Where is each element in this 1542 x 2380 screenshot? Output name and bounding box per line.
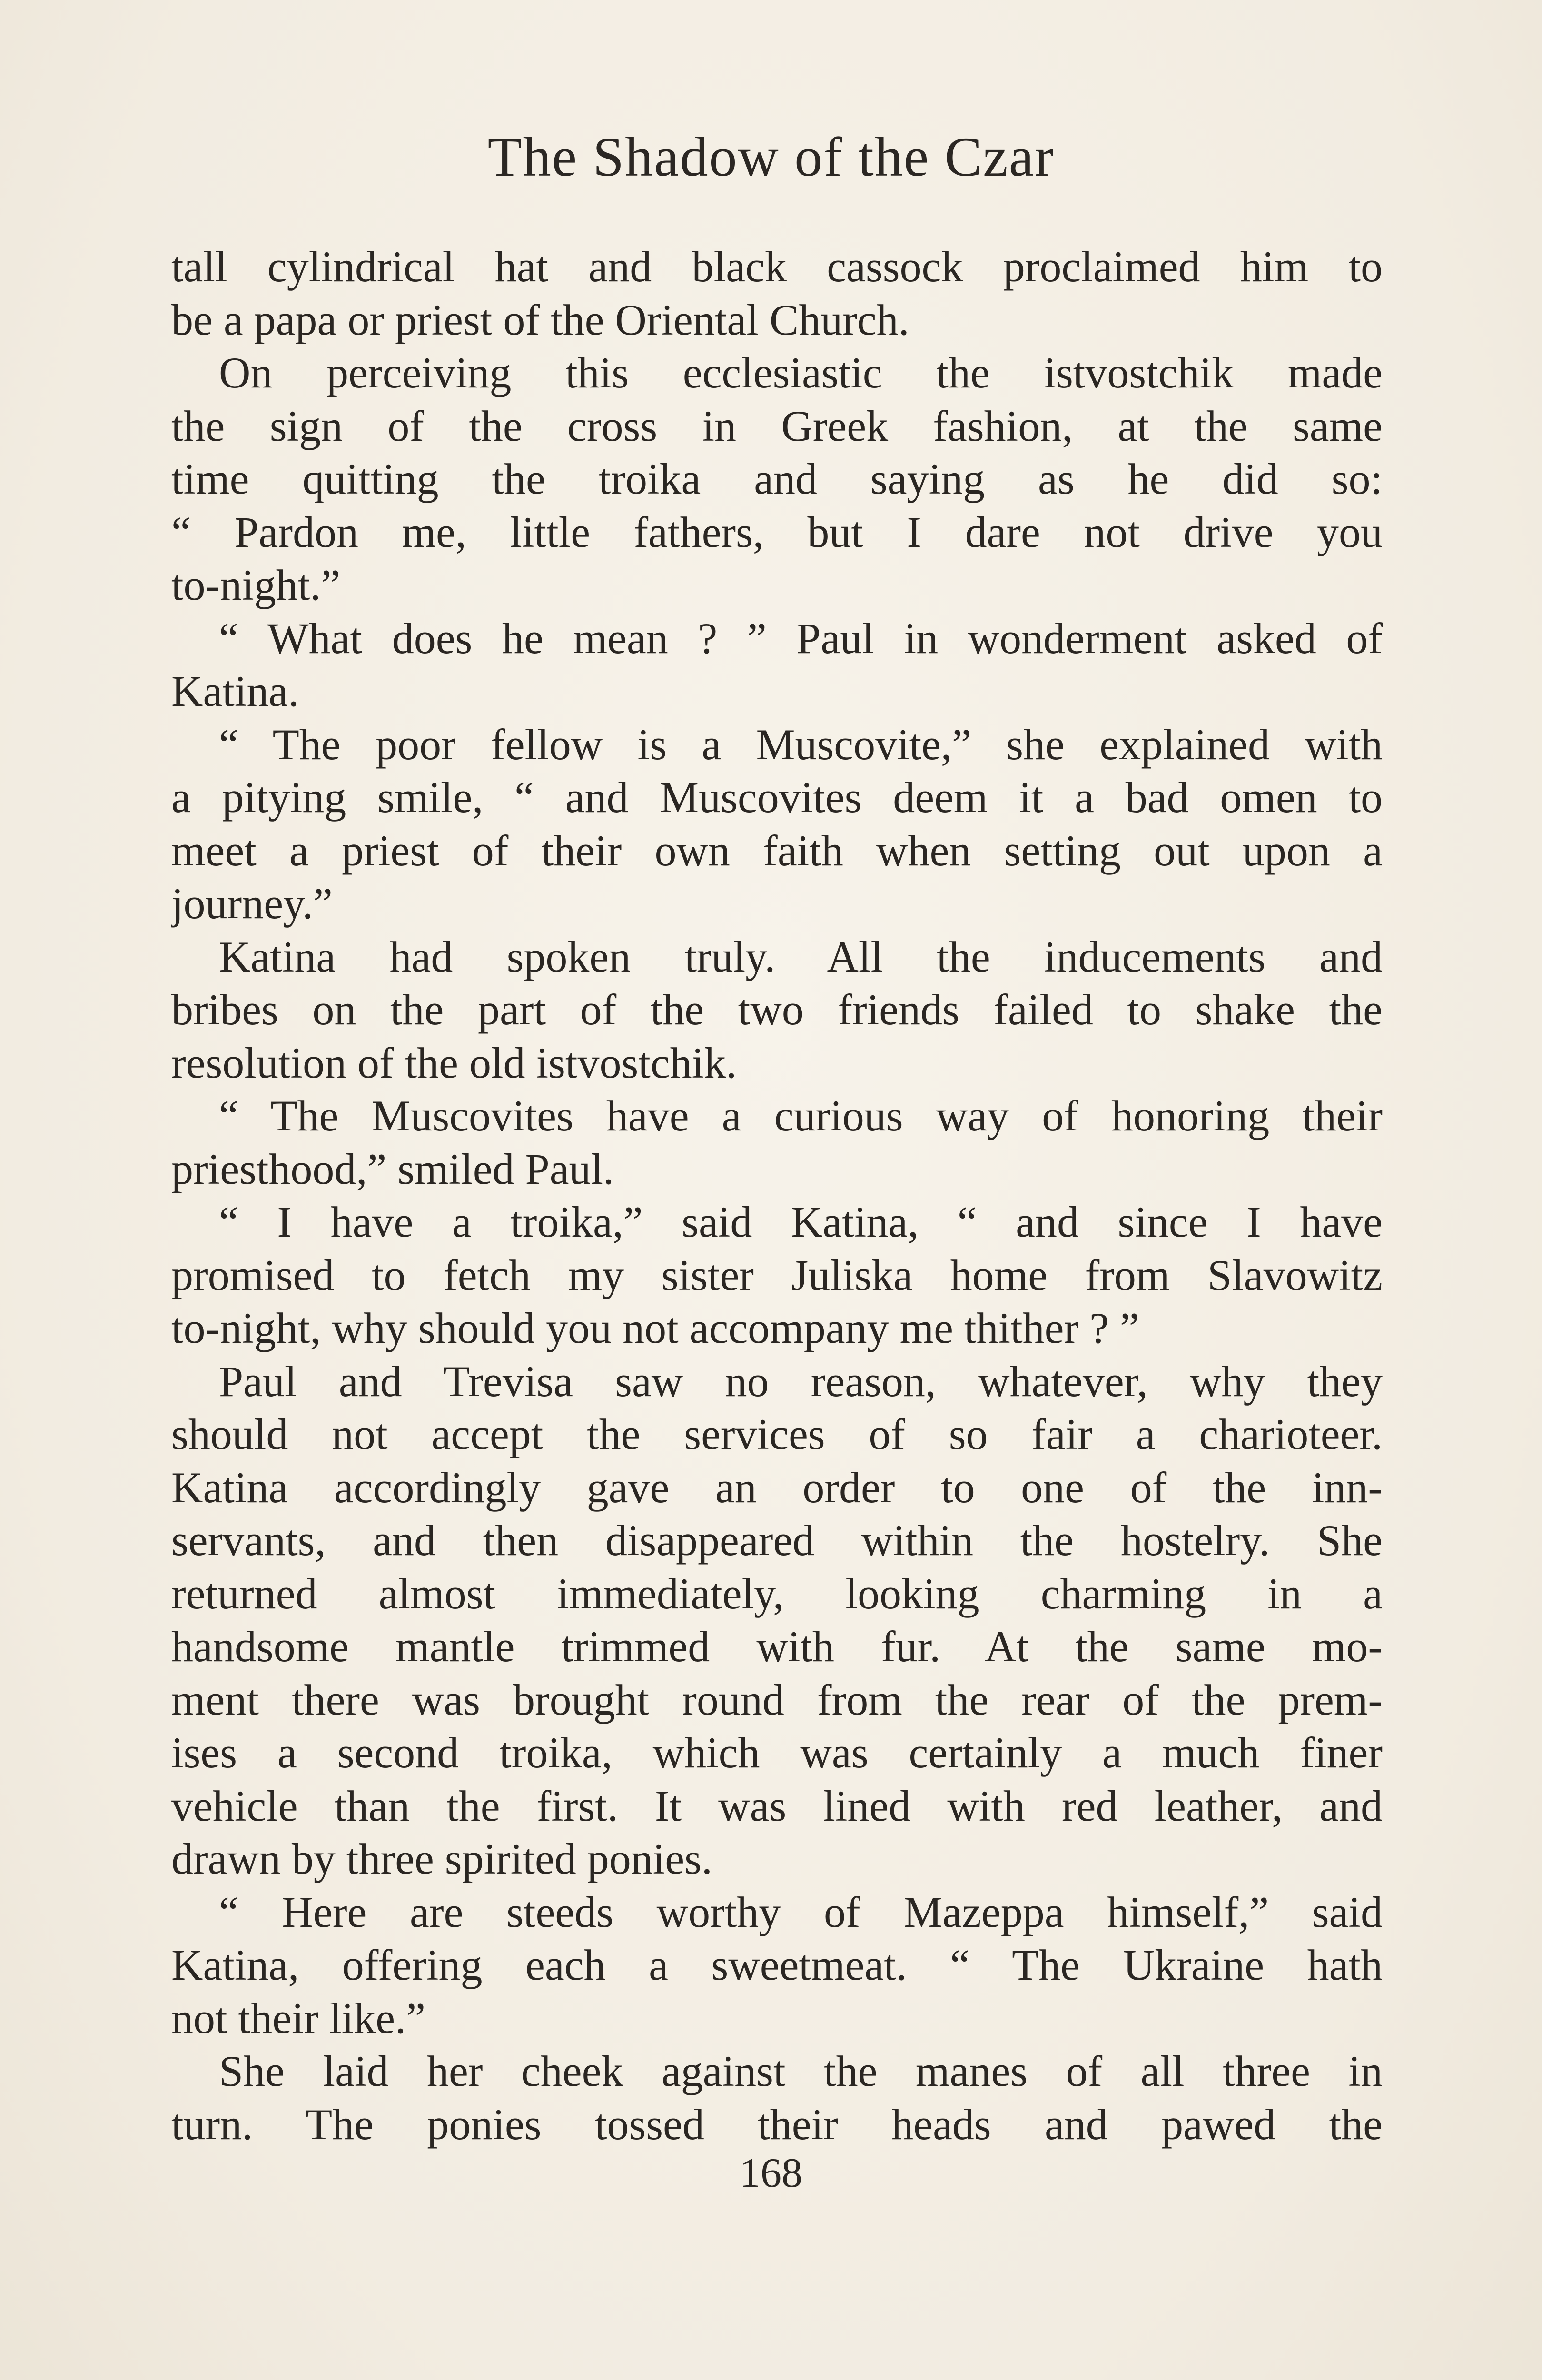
text-line: “ What does he mean ? ” Paul in wonderment asked of — [219, 614, 1383, 663]
text-line: drawn by three spirited ponies. — [171, 1835, 712, 1883]
text-line: She laid her cheek against the manes of all three in — [219, 2047, 1383, 2095]
text-line: ises a second troika, which was certainly a much finer — [171, 1728, 1383, 1777]
text-line: Katina had spoken truly. All the inducements and — [219, 932, 1383, 981]
text-line: meet a priest of their own faith when setting out upon a — [171, 826, 1383, 875]
text-line: Paul and Trevisa saw no reason, whatever, why they — [219, 1357, 1383, 1406]
text-line: On perceiving this ecclesiastic the istvostchik made — [219, 348, 1383, 397]
text-line: the sign of the cross in Greek fashion, at the same — [171, 401, 1383, 450]
text-line: servants, and then disappeared within the hostelry. She — [171, 1516, 1383, 1565]
text-line: bribes on the part of the two friends failed to shake the — [171, 985, 1383, 1034]
text-line: a pitying smile, “ and Muscovites deem it a bad omen to — [171, 773, 1383, 822]
text-line: Katina, offering each a sweetmeat. “ The Ukraine hath — [171, 1941, 1383, 1989]
text-line: “ Here are steeds worthy of Mazeppa himself,” said — [219, 1887, 1383, 1936]
text-line: to-night.” — [171, 561, 341, 609]
text-line: “ I have a troika,” said Katina, “ and since I have — [219, 1198, 1383, 1246]
text-line: “ The poor fellow is a Muscovite,” she explained with — [219, 720, 1383, 769]
text-line: Katina accordingly gave an order to one of the inn- — [171, 1463, 1383, 1512]
text-line: promised to fetch my sister Juliska home from Slavowitz — [171, 1250, 1383, 1299]
text-line: resolution of the old istvostchik. — [171, 1038, 737, 1087]
text-line: turn. The ponies tossed their heads and pawed the — [171, 2100, 1383, 2149]
text-line: ment there was brought round from the rear of the prem- — [171, 1675, 1383, 1724]
text-line: to-night, why should you not accompany me thither ? ” — [171, 1304, 1139, 1352]
text-line: journey.” — [171, 879, 333, 928]
text-line: time quitting the troika and saying as he did so: — [171, 455, 1383, 503]
text-line: priesthood,” smiled Paul. — [171, 1144, 614, 1193]
text-line: should not accept the services of so fair a charioteer. — [171, 1410, 1383, 1458]
text-line: tall cylindrical hat and black cassock proclaimed him to — [171, 242, 1383, 291]
text-line: returned almost immediately, looking charming in a — [171, 1569, 1383, 1618]
text-line: vehicle than the first. It was lined with red leather, and — [171, 1781, 1383, 1830]
page-number: 168 — [740, 2150, 802, 2196]
body-text — [171, 240, 1383, 2151]
running-head: The Shadow of the Czar — [487, 126, 1055, 188]
text-line: handsome mantle trimmed with fur. At the same mo- — [171, 1622, 1383, 1671]
text-line: not their like.” — [171, 1993, 425, 2043]
text-line: “ The Muscovites have a curious way of honoring their — [219, 1091, 1383, 1140]
text-line: “ Pardon me, little fathers, but I dare not drive you — [171, 507, 1383, 556]
text-line: be a papa or priest of the Oriental Church. — [171, 295, 909, 344]
text-line: Katina. — [171, 667, 299, 715]
